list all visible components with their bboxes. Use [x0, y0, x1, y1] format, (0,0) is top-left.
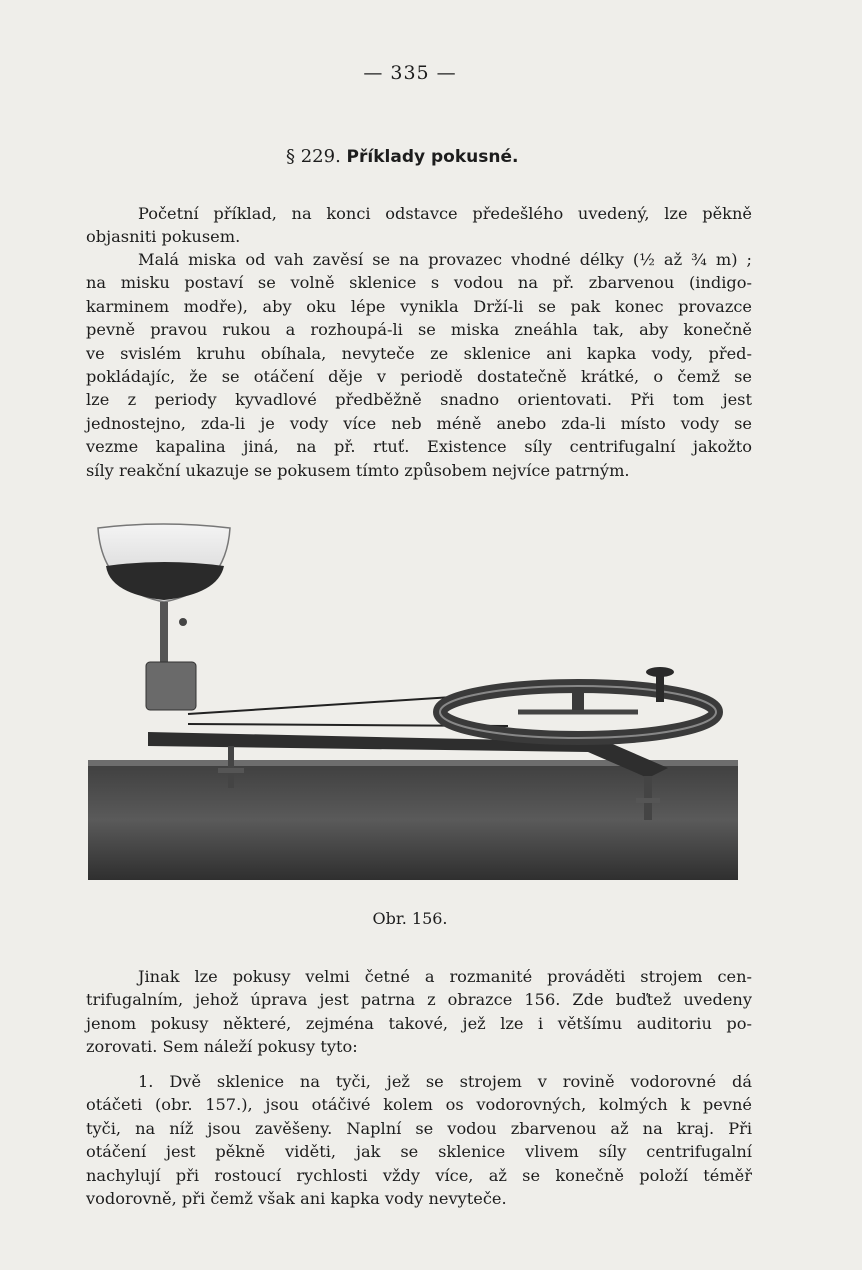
figure-caption: Obr. 156.: [372, 909, 448, 928]
text-line: zorovati. Sem náleží pokusy tyto:: [86, 1037, 358, 1057]
screw-knob: [179, 618, 187, 626]
text-line: tyči, na níž jsou zavěšeny. Naplní se vodou zbarvenou až na kraj. Při: [86, 1118, 752, 1138]
text-line: vodorovně, při čemž však ani kapka vody nevyteče.: [86, 1189, 507, 1209]
text-line: otáčení jest pěkně viděti, jak se sklenice vlivem síly centrifugalní: [86, 1142, 752, 1162]
section-title: Příklady pokusné.: [346, 147, 519, 167]
text-line: lze z periody kyvadlové předběžně snadno orientovati. Při tom jest: [86, 390, 752, 410]
text-line: Malá miska od vah zavěsí se na provazec vhodné délky (½ až ¾ m) ;: [138, 250, 752, 269]
text-line: otáčeti (obr. 157.), jsou otáčivé kolem os vodorovných, kolmých k pevné: [86, 1095, 752, 1115]
leg-nut-right: [636, 798, 660, 803]
table-surface: [88, 760, 738, 880]
text-line: síly reakční ukazuje se pokusem tímto způsobem nejvíce patrným.: [86, 460, 630, 480]
text-line: trifugalním, jehož úprava jest patrna z obrazce 156. Zde buďtež uvedeny: [86, 990, 752, 1010]
text-line: 1. Dvě sklenice na tyči, jež se strojem v rovině vodorovné dá: [138, 1072, 752, 1091]
section-symbol: § 229.: [286, 146, 341, 167]
paragraph-1: [86, 202, 752, 249]
figure-centrifugal-machine-photo: [88, 520, 738, 882]
centrifugal-machine-illustration: [88, 520, 738, 882]
text-line: nachylují při rostoucí rychlosti vždy více, až se konečně položí téměř: [86, 1165, 752, 1185]
text-line: Jinak lze pokusy velmi četné a rozmanité prováděti strojem cen-: [138, 967, 752, 986]
text-line: ve svislém kruhu obíhala, nevyteče ze sklenice ani kapka vody, před-: [86, 343, 752, 363]
paragraph-3: [86, 965, 752, 1059]
text-line: objasniti pokusem.: [86, 227, 241, 247]
leg-nut-left: [218, 768, 244, 773]
text-line: jednostejno, zda-li je vody více neb méně anebo zda-li místo vody se: [86, 413, 752, 433]
text-line: jenom pokusy některé, zejména takové, jež lze i většímu auditoriu po-: [86, 1013, 752, 1033]
spindle: [160, 602, 168, 662]
section-heading: [286, 146, 518, 167]
bowl-liquid: [106, 562, 224, 600]
text-line: pevně pravou rukou a rozhoupá-li se miska zneáhla tak, aby konečně: [86, 320, 752, 340]
text-line: na misku postaví se volně sklenice s vodou na př. zbarvenou (indigo-: [86, 273, 752, 293]
text-line: pokládajíc, že se otáčení děje v periodě dostatečně krátké, o čemž se: [86, 367, 752, 387]
page-number: — 335 —: [363, 62, 457, 84]
drive-belt-top: [188, 696, 468, 714]
text-line: vezme kapalina jiná, na př. rtuť. Existence síly centrifugalní jakožto: [86, 437, 752, 457]
crank-knob: [646, 667, 674, 677]
paragraph-4: [86, 1070, 752, 1210]
paragraph-2: [86, 248, 752, 482]
text-line: karminem modře), aby oku lépe vynikla Drží-li se pak konec provazce: [86, 296, 752, 316]
wheel-hub: [572, 688, 584, 710]
bearing-block: [146, 662, 196, 710]
text-line: Početní příklad, na konci odstavce předešlého uvedený, lze pěkně: [138, 204, 752, 223]
leg-screw-left: [228, 746, 234, 788]
